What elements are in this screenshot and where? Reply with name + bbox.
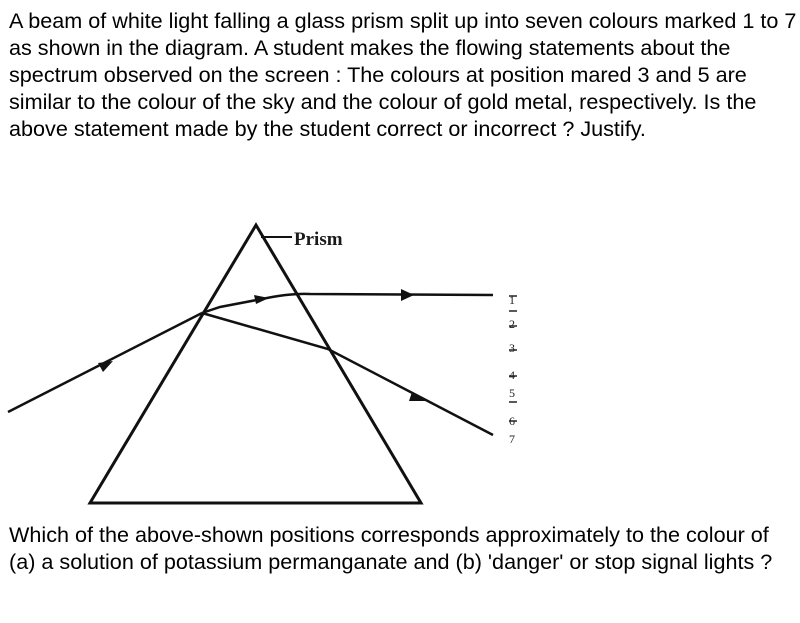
prism-triangle	[90, 225, 421, 503]
question-text: A beam of white light falling a glass prism split up into seven colours marked 1 to 7 as shown in the diagram. A student makes the flowing statements about the spectrum observed on the screen : The colours at position mared 3 and 5 are similar to the colour of the sky and the colour of gold metal, respectively. Is the above statement made by the student correct or incorrect ? Justify.	[9, 8, 797, 141]
refracted-ray-lower	[202, 313, 493, 435]
position-label-5: 5	[509, 386, 515, 400]
position-label-2: 2	[509, 317, 515, 331]
position-label-4: 4	[509, 368, 515, 382]
position-label-3: 3	[509, 341, 515, 355]
refracted-ray-upper	[202, 294, 493, 313]
position-label-7: 7	[509, 432, 515, 446]
prism-diagram	[0, 215, 560, 515]
position-label-6: 6	[509, 414, 515, 428]
refracted-ray-upper-arrow-2	[401, 289, 414, 301]
followup-question-text: Which of the above-shown positions corresponds approximately to the colour of (a) a solution of potassium permanganate and (b) 'danger' or stop signal lights ?	[9, 522, 773, 574]
prism-label: Prism	[294, 229, 343, 250]
spectrum-markers	[509, 296, 517, 421]
incident-ray-arrow	[98, 361, 113, 372]
position-label-1: 1	[509, 293, 515, 307]
refracted-ray-upper-arrow-1	[254, 295, 269, 304]
